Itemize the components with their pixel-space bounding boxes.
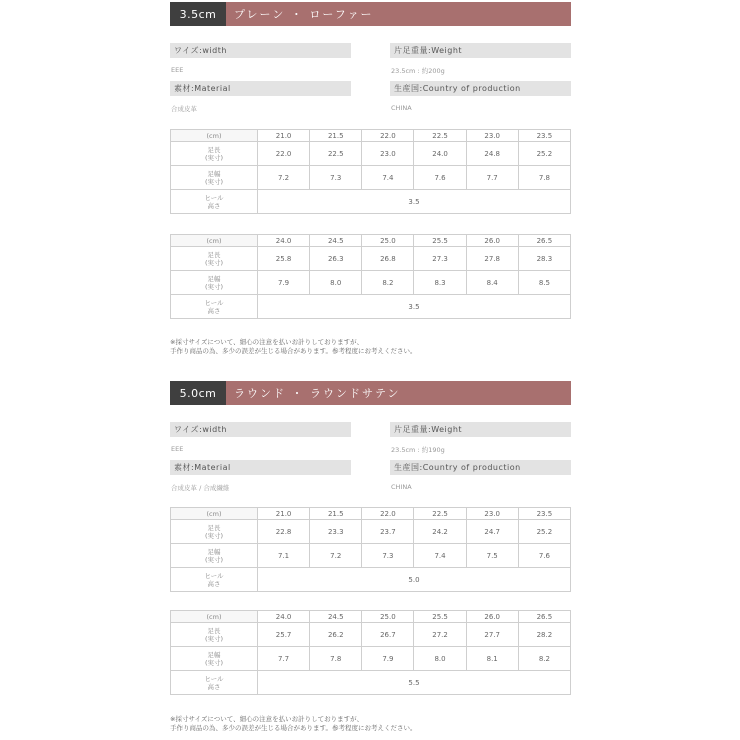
section-header	[170, 381, 571, 405]
size-cell: 26.0	[466, 611, 518, 623]
length-cell: 24.8	[466, 142, 518, 166]
spec-width	[170, 422, 351, 453]
size-cell: 21.5	[310, 508, 362, 520]
size-cell: 25.0	[362, 611, 414, 623]
measurement-note	[170, 715, 571, 733]
spec-weight	[390, 43, 571, 75]
width-cell: 7.3	[310, 166, 362, 190]
table-row-length	[171, 520, 571, 544]
width-cell: 7.2	[310, 544, 362, 568]
table-row-heel	[171, 190, 571, 214]
heel-cell: 5.5	[258, 671, 571, 695]
spec-country	[390, 460, 571, 491]
spec-weight	[390, 422, 571, 454]
spec-width-label: ワイズ:width	[170, 422, 351, 437]
heel-cell: 5.0	[258, 568, 571, 592]
length-cell: 25.8	[258, 247, 310, 271]
size-cell: 23.0	[466, 130, 518, 142]
size-cell: 24.0	[258, 611, 310, 623]
width-cell: 7.2	[258, 166, 310, 190]
table-header-row	[171, 508, 571, 520]
size-cell: 24.0	[258, 235, 310, 247]
length-cell: 25.2	[518, 520, 570, 544]
length-cell: 23.0	[362, 142, 414, 166]
unit-label: (cm)	[171, 508, 258, 520]
width-cell: 7.9	[362, 647, 414, 671]
heel-size-badge: 3.5cm	[170, 2, 226, 26]
spec-country-value: CHINA	[391, 104, 412, 112]
table-row-heel	[171, 295, 571, 319]
length-cell: 23.7	[362, 520, 414, 544]
length-cell: 26.8	[362, 247, 414, 271]
row-label-width: 足幅 (実寸)	[171, 166, 258, 190]
size-cell: 26.5	[518, 611, 570, 623]
measurement-note	[170, 338, 571, 356]
size-cell: 25.5	[414, 611, 466, 623]
row-label-heel: ヒール 高さ	[171, 295, 258, 319]
length-cell: 27.2	[414, 623, 466, 647]
length-cell: 24.2	[414, 520, 466, 544]
spec-country-label: 生産国:Country of production	[390, 81, 571, 96]
spec-material-value: 合成皮革 / 合成繊維	[171, 484, 230, 492]
heel-cell: 3.5	[258, 295, 571, 319]
length-cell: 23.3	[310, 520, 362, 544]
table-header-row	[171, 611, 571, 623]
spec-country-label: 生産国:Country of production	[390, 460, 571, 475]
width-cell: 7.3	[362, 544, 414, 568]
row-label-heel: ヒール 高さ	[171, 671, 258, 695]
width-cell: 7.4	[414, 544, 466, 568]
size-cell: 25.0	[362, 235, 414, 247]
table-row-heel	[171, 671, 571, 695]
width-cell: 7.5	[466, 544, 518, 568]
width-cell: 8.4	[466, 271, 518, 295]
size-table	[170, 610, 571, 695]
table-row-width	[171, 166, 571, 190]
size-cell: 22.0	[362, 130, 414, 142]
length-cell: 22.5	[310, 142, 362, 166]
spec-material	[170, 81, 351, 113]
note-line: ※採寸サイズについて、細心の注意を払いお計りしておりますが、	[170, 338, 364, 346]
row-label-length: 足長 (実寸)	[171, 623, 258, 647]
product-section-3-5cm	[170, 2, 571, 355]
product-section-5-0cm	[170, 381, 571, 732]
size-cell: 26.0	[466, 235, 518, 247]
row-label-length: 足長 (実寸)	[171, 520, 258, 544]
width-cell: 8.2	[518, 647, 570, 671]
length-cell: 24.7	[466, 520, 518, 544]
row-label-length: 足長 (実寸)	[171, 142, 258, 166]
table-row-width	[171, 544, 571, 568]
unit-label: (cm)	[171, 130, 258, 142]
size-cell: 23.5	[518, 130, 570, 142]
size-cell: 22.5	[414, 130, 466, 142]
width-cell: 7.8	[310, 647, 362, 671]
size-cell: 21.0	[258, 508, 310, 520]
width-cell: 7.6	[518, 544, 570, 568]
width-cell: 7.7	[258, 647, 310, 671]
size-cell: 25.5	[414, 235, 466, 247]
size-cell: 24.5	[310, 235, 362, 247]
length-cell: 22.8	[258, 520, 310, 544]
size-cell: 22.0	[362, 508, 414, 520]
spec-material-value: 合成皮革	[171, 105, 197, 113]
table-row-heel	[171, 568, 571, 592]
table-row-width	[171, 647, 571, 671]
table-row-width	[171, 271, 571, 295]
width-cell: 7.6	[414, 166, 466, 190]
width-cell: 7.4	[362, 166, 414, 190]
size-cell: 23.5	[518, 508, 570, 520]
row-label-width: 足幅 (実寸)	[171, 544, 258, 568]
spec-block	[170, 422, 571, 498]
spec-material	[170, 460, 351, 492]
row-label-length: 足長 (実寸)	[171, 247, 258, 271]
spec-material-label: 素材:Material	[170, 460, 351, 475]
size-cell: 21.0	[258, 130, 310, 142]
width-cell: 8.5	[518, 271, 570, 295]
width-cell: 8.0	[310, 271, 362, 295]
size-table	[170, 234, 571, 319]
width-cell: 8.1	[466, 647, 518, 671]
size-table	[170, 507, 571, 592]
width-cell: 7.8	[518, 166, 570, 190]
size-cell: 23.0	[466, 508, 518, 520]
size-cell: 22.5	[414, 508, 466, 520]
note-line: ※採寸サイズについて、細心の注意を払いお計りしておりますが、	[170, 715, 364, 723]
length-cell: 27.8	[466, 247, 518, 271]
size-cell: 21.5	[310, 130, 362, 142]
width-cell: 7.9	[258, 271, 310, 295]
width-cell: 8.2	[362, 271, 414, 295]
note-line: 手作り商品の為、多少の誤差が生じる場合があります。参考程度にお考えください。	[170, 724, 417, 732]
row-label-heel: ヒール 高さ	[171, 190, 258, 214]
table-row-length	[171, 623, 571, 647]
spec-block	[170, 43, 571, 119]
spec-weight-label: 片足重量:Weight	[390, 422, 571, 437]
length-cell: 28.3	[518, 247, 570, 271]
size-table	[170, 129, 571, 214]
spec-weight-label: 片足重量:Weight	[390, 43, 571, 58]
spec-country-value: CHINA	[391, 483, 412, 491]
length-cell: 25.2	[518, 142, 570, 166]
length-cell: 27.7	[466, 623, 518, 647]
row-label-heel: ヒール 高さ	[171, 568, 258, 592]
section-header	[170, 2, 571, 26]
spec-width-label: ワイズ:width	[170, 43, 351, 58]
width-cell: 7.1	[258, 544, 310, 568]
spec-width	[170, 43, 351, 74]
note-line: 手作り商品の為、多少の誤差が生じる場合があります。参考程度にお考えください。	[170, 347, 417, 355]
unit-label: (cm)	[171, 235, 258, 247]
table-row-length	[171, 142, 571, 166]
spec-weight-value: 23.5cm : 約200g	[391, 67, 445, 75]
length-cell: 26.7	[362, 623, 414, 647]
spec-width-value: EEE	[171, 66, 184, 74]
length-cell: 25.7	[258, 623, 310, 647]
product-name: ラウンド ・ ラウンドサテン	[234, 387, 401, 400]
size-cell: 26.5	[518, 235, 570, 247]
length-cell: 24.0	[414, 142, 466, 166]
size-cell: 24.5	[310, 611, 362, 623]
spec-material-label: 素材:Material	[170, 81, 351, 96]
unit-label: (cm)	[171, 611, 258, 623]
heel-size-badge: 5.0cm	[170, 381, 226, 405]
product-name: プレーン ・ ローファー	[234, 8, 374, 21]
spec-country	[390, 81, 571, 112]
table-header-row	[171, 130, 571, 142]
length-cell: 28.2	[518, 623, 570, 647]
width-cell: 8.0	[414, 647, 466, 671]
width-cell: 8.3	[414, 271, 466, 295]
spec-weight-value: 23.5cm : 約190g	[391, 446, 445, 454]
length-cell: 27.3	[414, 247, 466, 271]
spec-width-value: EEE	[171, 445, 184, 453]
length-cell: 22.0	[258, 142, 310, 166]
table-header-row	[171, 235, 571, 247]
heel-cell: 3.5	[258, 190, 571, 214]
length-cell: 26.3	[310, 247, 362, 271]
row-label-width: 足幅 (実寸)	[171, 647, 258, 671]
width-cell: 7.7	[466, 166, 518, 190]
length-cell: 26.2	[310, 623, 362, 647]
table-row-length	[171, 247, 571, 271]
row-label-width: 足幅 (実寸)	[171, 271, 258, 295]
